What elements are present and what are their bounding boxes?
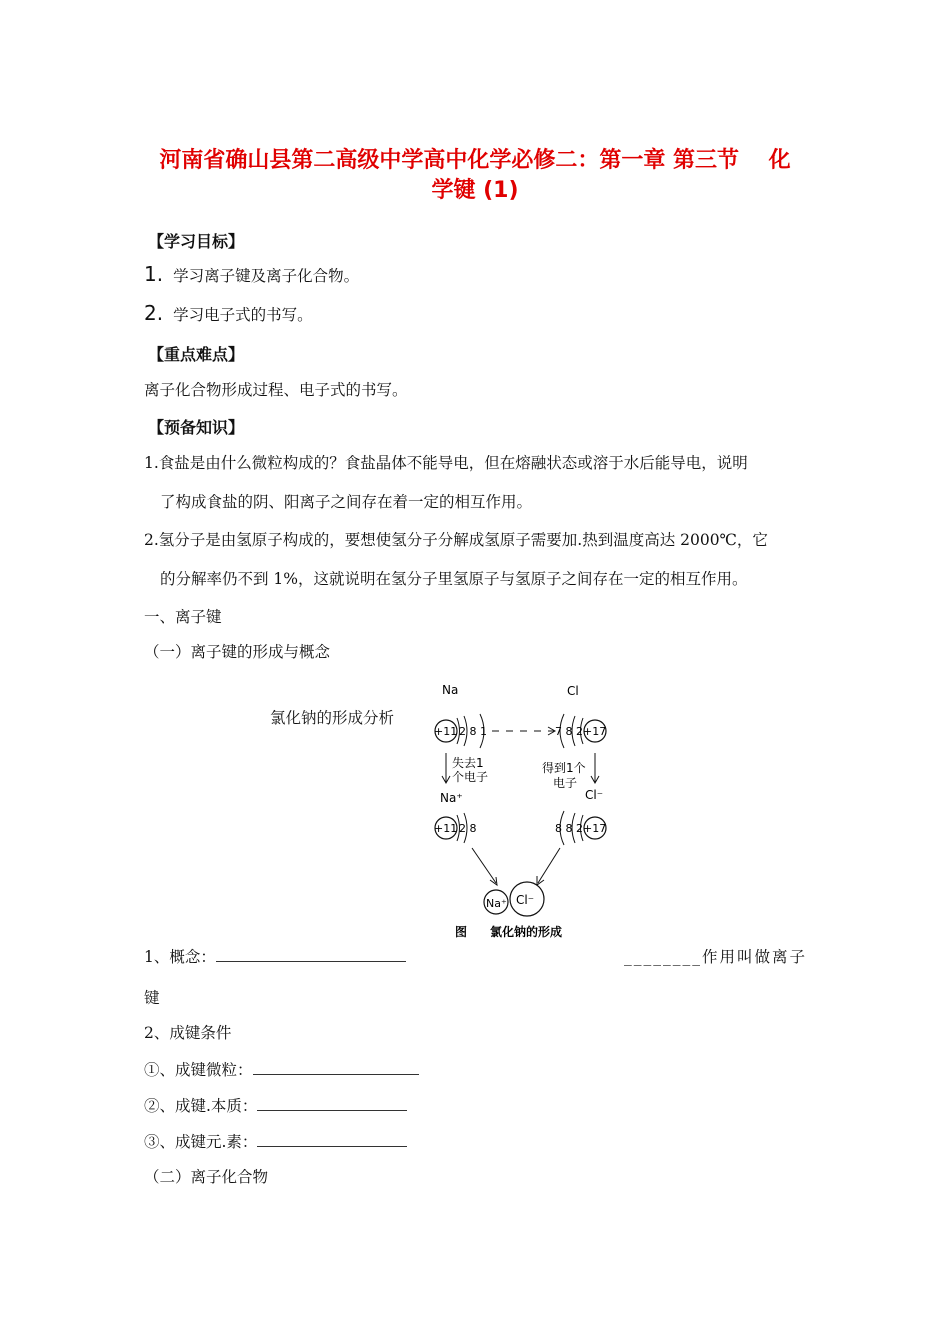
diagram-caption-left: 氯化钠的形成分析 [270, 709, 395, 727]
na-ion-label: Na⁺ [440, 791, 463, 805]
goal-number: 1. [144, 262, 164, 286]
cl-ion-nucleus-charge: +17 [583, 822, 607, 835]
prep-heading: 【预备知识】 [148, 418, 245, 437]
nacl-na-label: Na⁺ [486, 897, 507, 910]
gain-text-line1: 得到1个 [542, 761, 586, 775]
cl-shell-numbers: 7 8 2 [555, 725, 583, 738]
prep2-line1: 2.氢分子是由氢原子构成的，要想使氢分子分解成氢原子需要加.热到温度高达 2000℃，它 [144, 531, 768, 549]
page-title-line1: 河南省确山县第二高级中学高中化学必修二：第一章 第三节 化 [159, 148, 791, 173]
concept-label: 1、概念： [144, 948, 216, 966]
goals-heading: 【学习目标】 [148, 232, 245, 251]
conditions-heading: 2、成键条件 [144, 1024, 232, 1042]
cl-label: Cl [567, 684, 579, 698]
prep2-line2: 的分解率仍不到 1%，这就说明在氢分子里氢原子与氢原子之间存在一定的相互作用。 [160, 570, 748, 588]
na-shell-numbers: 2 8 1 [459, 725, 487, 738]
gain-text-line2: 电子 [553, 776, 578, 790]
cl-ion-shell-numbers: 8 8 2 [555, 822, 583, 835]
condition-label: ②、成键.本质： [144, 1097, 258, 1115]
condition-item-2 [144, 1094, 407, 1116]
condition-label: ③、成键元.素： [144, 1133, 258, 1151]
condition-blank[interactable] [253, 1060, 419, 1075]
lose-text-line2: 个电子 [452, 770, 489, 784]
na-nucleus-charge: +11 [434, 725, 458, 738]
lose-text-line1: 失去1 [452, 756, 484, 770]
part1-heading: 一、离子键 [144, 608, 222, 626]
na-ion-arrow [472, 848, 496, 883]
page-title-line2: 学键 (1) [431, 178, 519, 203]
goal-item-1 [144, 262, 359, 286]
concept-tail: 键 [144, 989, 160, 1007]
figure-label: 图 [455, 925, 468, 939]
condition-label: ①、成键微粒： [144, 1061, 253, 1079]
na-label: Na [442, 683, 459, 697]
nacl-formation-diagram [420, 678, 630, 946]
goal-text: 学习离子键及离子化合物。 [173, 267, 360, 285]
cl-ion-arrow [538, 848, 560, 883]
figure-caption: 氯化钠的形成 [490, 925, 563, 939]
condition-blank[interactable] [257, 1132, 407, 1147]
prep1-line1: 1.食盐是由什么微粒构成的？食盐晶体不能导电，但在熔融状态或溶于水后能导电，说明 [144, 454, 748, 472]
condition-item-3 [144, 1130, 407, 1152]
na-ion-nucleus-charge: +11 [434, 822, 458, 835]
concept-blank[interactable] [216, 947, 406, 962]
goal-item-2 [144, 301, 313, 325]
part1-sub1: （一）离子键的形成与概念 [144, 643, 331, 661]
prep1-line2: 了构成食盐的阴、阳离子之间存在着一定的相互作用。 [160, 493, 533, 511]
concept-suffix: ________作用叫做离子 [624, 948, 808, 966]
key-heading: 【重点难点】 [148, 345, 245, 364]
cl-ion-arrowhead [537, 876, 544, 885]
cl-nucleus-charge: +17 [583, 725, 607, 738]
condition-blank[interactable] [257, 1096, 407, 1111]
condition-item-1 [144, 1058, 419, 1080]
goal-number: 2. [144, 301, 164, 325]
goal-text: 学习电子式的书写。 [173, 306, 313, 324]
key-text: 离子化合物形成过程、电子式的书写。 [144, 381, 408, 399]
na-ion-shell-numbers: 2 8 [459, 822, 477, 835]
cl-ion-label: Cl⁻ [585, 788, 604, 802]
nacl-cl-label: Cl⁻ [516, 893, 535, 907]
concept-line [144, 945, 406, 967]
na-ion-arrowhead [490, 877, 497, 885]
part1-sub2: （二）离子化合物 [144, 1168, 269, 1186]
